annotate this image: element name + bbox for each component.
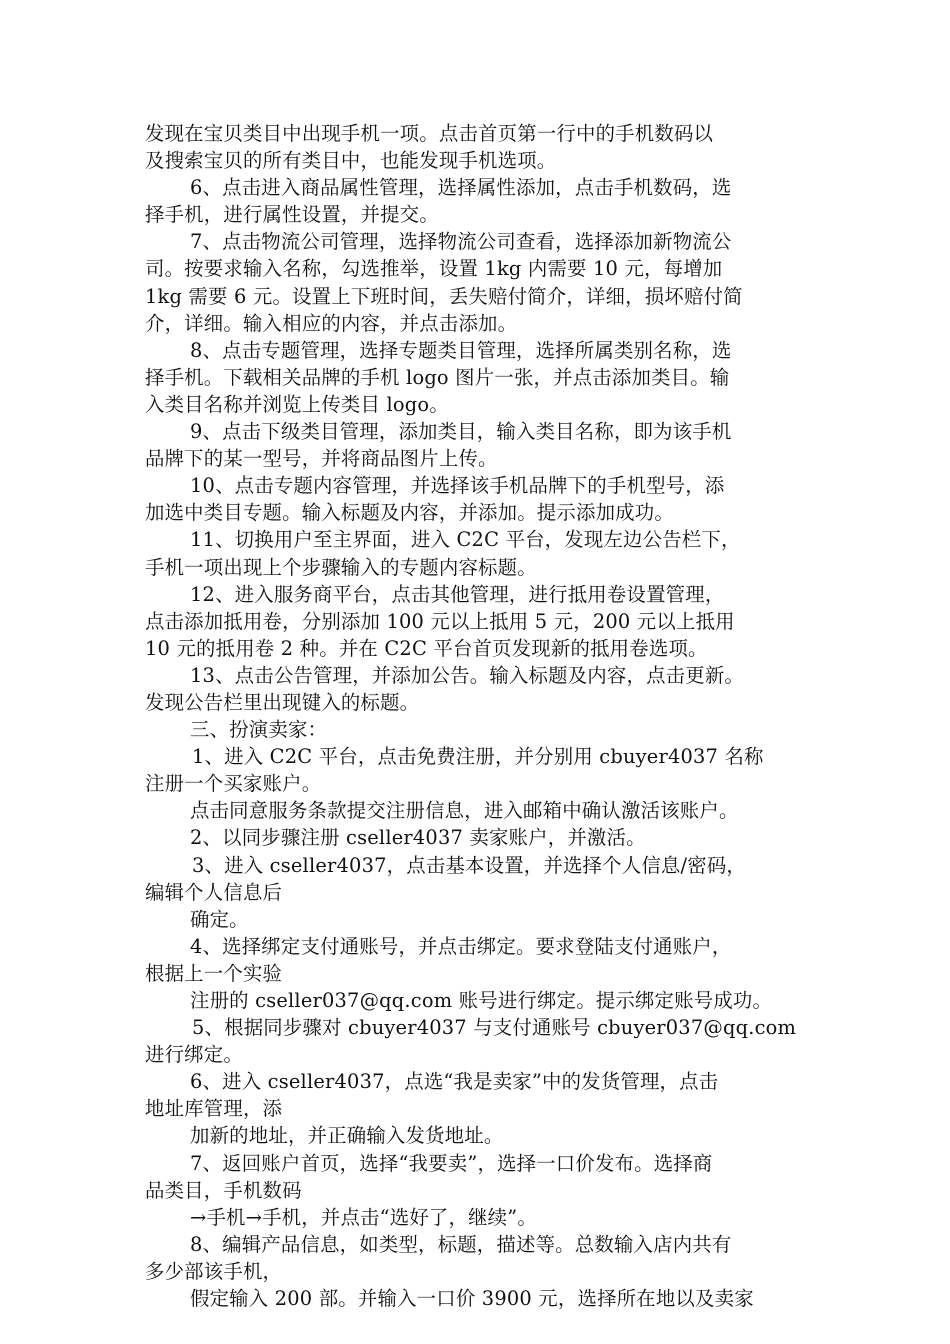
text-line: 11、切换用户至主界面，进入 C2C 平台，发现左边公告栏下， — [190, 528, 741, 552]
text-line: 9、点击下级类目管理，添加类目，输入类目名称，即为该手机 — [190, 420, 732, 444]
text-line: 手机一项出现上个步骤输入的专题内容标题。 — [145, 555, 537, 579]
text-line: 12、进入服务商平台，点击其他管理，进行抵用卷设置管理， — [190, 582, 725, 606]
text-line: 5、根据同步骤对 cbuyer4037 与支付通账号 cbuyer037@qq.com — [192, 1016, 797, 1040]
text-line: 点击添加抵用卷，分别添加 100 元以上抵用 5 元，200 元以上抵用 — [145, 609, 735, 633]
text-line: 6、进入 cseller4037，点选“我是卖家”中的发货管理，点击 — [190, 1070, 719, 1094]
text-line: 多少部该手机， — [145, 1259, 283, 1283]
text-line: 注册一个买家账户。 — [145, 772, 322, 796]
text-line: 2、以同步骤注册 cseller4037 卖家账户，并激活。 — [190, 826, 646, 850]
text-line: 10、点击专题内容管理，并选择该手机品牌下的手机型号，添 — [190, 474, 725, 498]
text-line: 加新的地址，并正确输入发货地址。 — [190, 1124, 504, 1148]
text-line: 加选中类目专题。输入标题及内容，并添加。提示添加成功。 — [145, 501, 674, 525]
text-line: 根据上一个实验 — [145, 961, 283, 985]
text-line: 7、返回账户首页，选择“我要卖”，选择一口价发布。选择商 — [190, 1151, 713, 1175]
text-line: 假定输入 200 部。并输入一口价 3900 元，选择所在地以及卖家 — [190, 1287, 754, 1311]
text-line: 发现公告栏里出现键入的标题。 — [145, 690, 420, 714]
text-line: 8、编辑产品信息，如类型，标题，描述等。总数输入店内共有 — [190, 1232, 732, 1256]
text-line: 品牌下的某一型号，并将商品图片上传。 — [145, 447, 498, 471]
text-line: 确定。 — [190, 907, 249, 931]
text-line: 1、进入 C2C 平台，点击免费注册，并分别用 cbuyer4037 名称 — [192, 745, 764, 769]
text-line: 地址库管理，添 — [145, 1097, 283, 1121]
text-line: 3、进入 cseller4037，点击基本设置，并选择个人信息/密码， — [192, 853, 747, 877]
text-line: 4、选择绑定支付通账号，并点击绑定。要求登陆支付通账户， — [190, 934, 732, 958]
text-line: 10 元的抵用卷 2 种。并在 C2C 平台首页发现新的抵用卷选项。 — [145, 636, 708, 660]
text-line: 入类目名称并浏览上传类目 logo。 — [145, 392, 449, 416]
section-heading: 三、扮演卖家： — [190, 718, 328, 742]
text-line: →手机→手机，并点击“选好了，继续”。 — [190, 1205, 537, 1229]
document-body — [145, 120, 815, 1312]
text-line: 择手机。下载相关品牌的手机 logo 图片一张，并点击添加类目。输 — [145, 365, 730, 389]
text-line: 1kg 需要 6 元。设置上下班时间，丢失赔付简介，详细，损坏赔付简 — [145, 284, 743, 308]
text-line: 点击同意服务条款提交注册信息，进入邮箱中确认激活该账户。 — [190, 799, 739, 823]
text-line: 择手机，进行属性设置，并提交。 — [145, 203, 439, 227]
text-line: 进行绑定。 — [145, 1043, 243, 1067]
text-line: 品类目，手机数码 — [145, 1178, 302, 1202]
text-line: 6、点击进入商品属性管理，选择属性添加，点击手机数码，选 — [190, 176, 732, 200]
text-line: 司。按要求输入名称，勾选推举，设置 1kg 内需要 10 元，每增加 — [145, 257, 723, 281]
text-line: 7、点击物流公司管理，选择物流公司查看，选择添加新物流公 — [190, 230, 732, 254]
text-line: 8、点击专题管理，选择专题类目管理，选择所属类别名称，选 — [190, 338, 732, 362]
text-line: 13、点击公告管理，并添加公告。输入标题及内容，点击更新。 — [190, 663, 745, 687]
text-line: 编辑个人信息后 — [145, 880, 283, 904]
text-line: 注册的 cseller037@qq.com 账号进行绑定。提示绑定账号成功。 — [190, 989, 773, 1012]
text-line: 及搜索宝贝的所有类目中，也能发现手机选项。 — [145, 149, 557, 173]
text-line: 介，详细。输入相应的内容，并点击添加。 — [145, 311, 518, 335]
text-line: 发现在宝贝类目中出现手机一项。点击首页第一行中的手机数码以 — [145, 122, 714, 145]
